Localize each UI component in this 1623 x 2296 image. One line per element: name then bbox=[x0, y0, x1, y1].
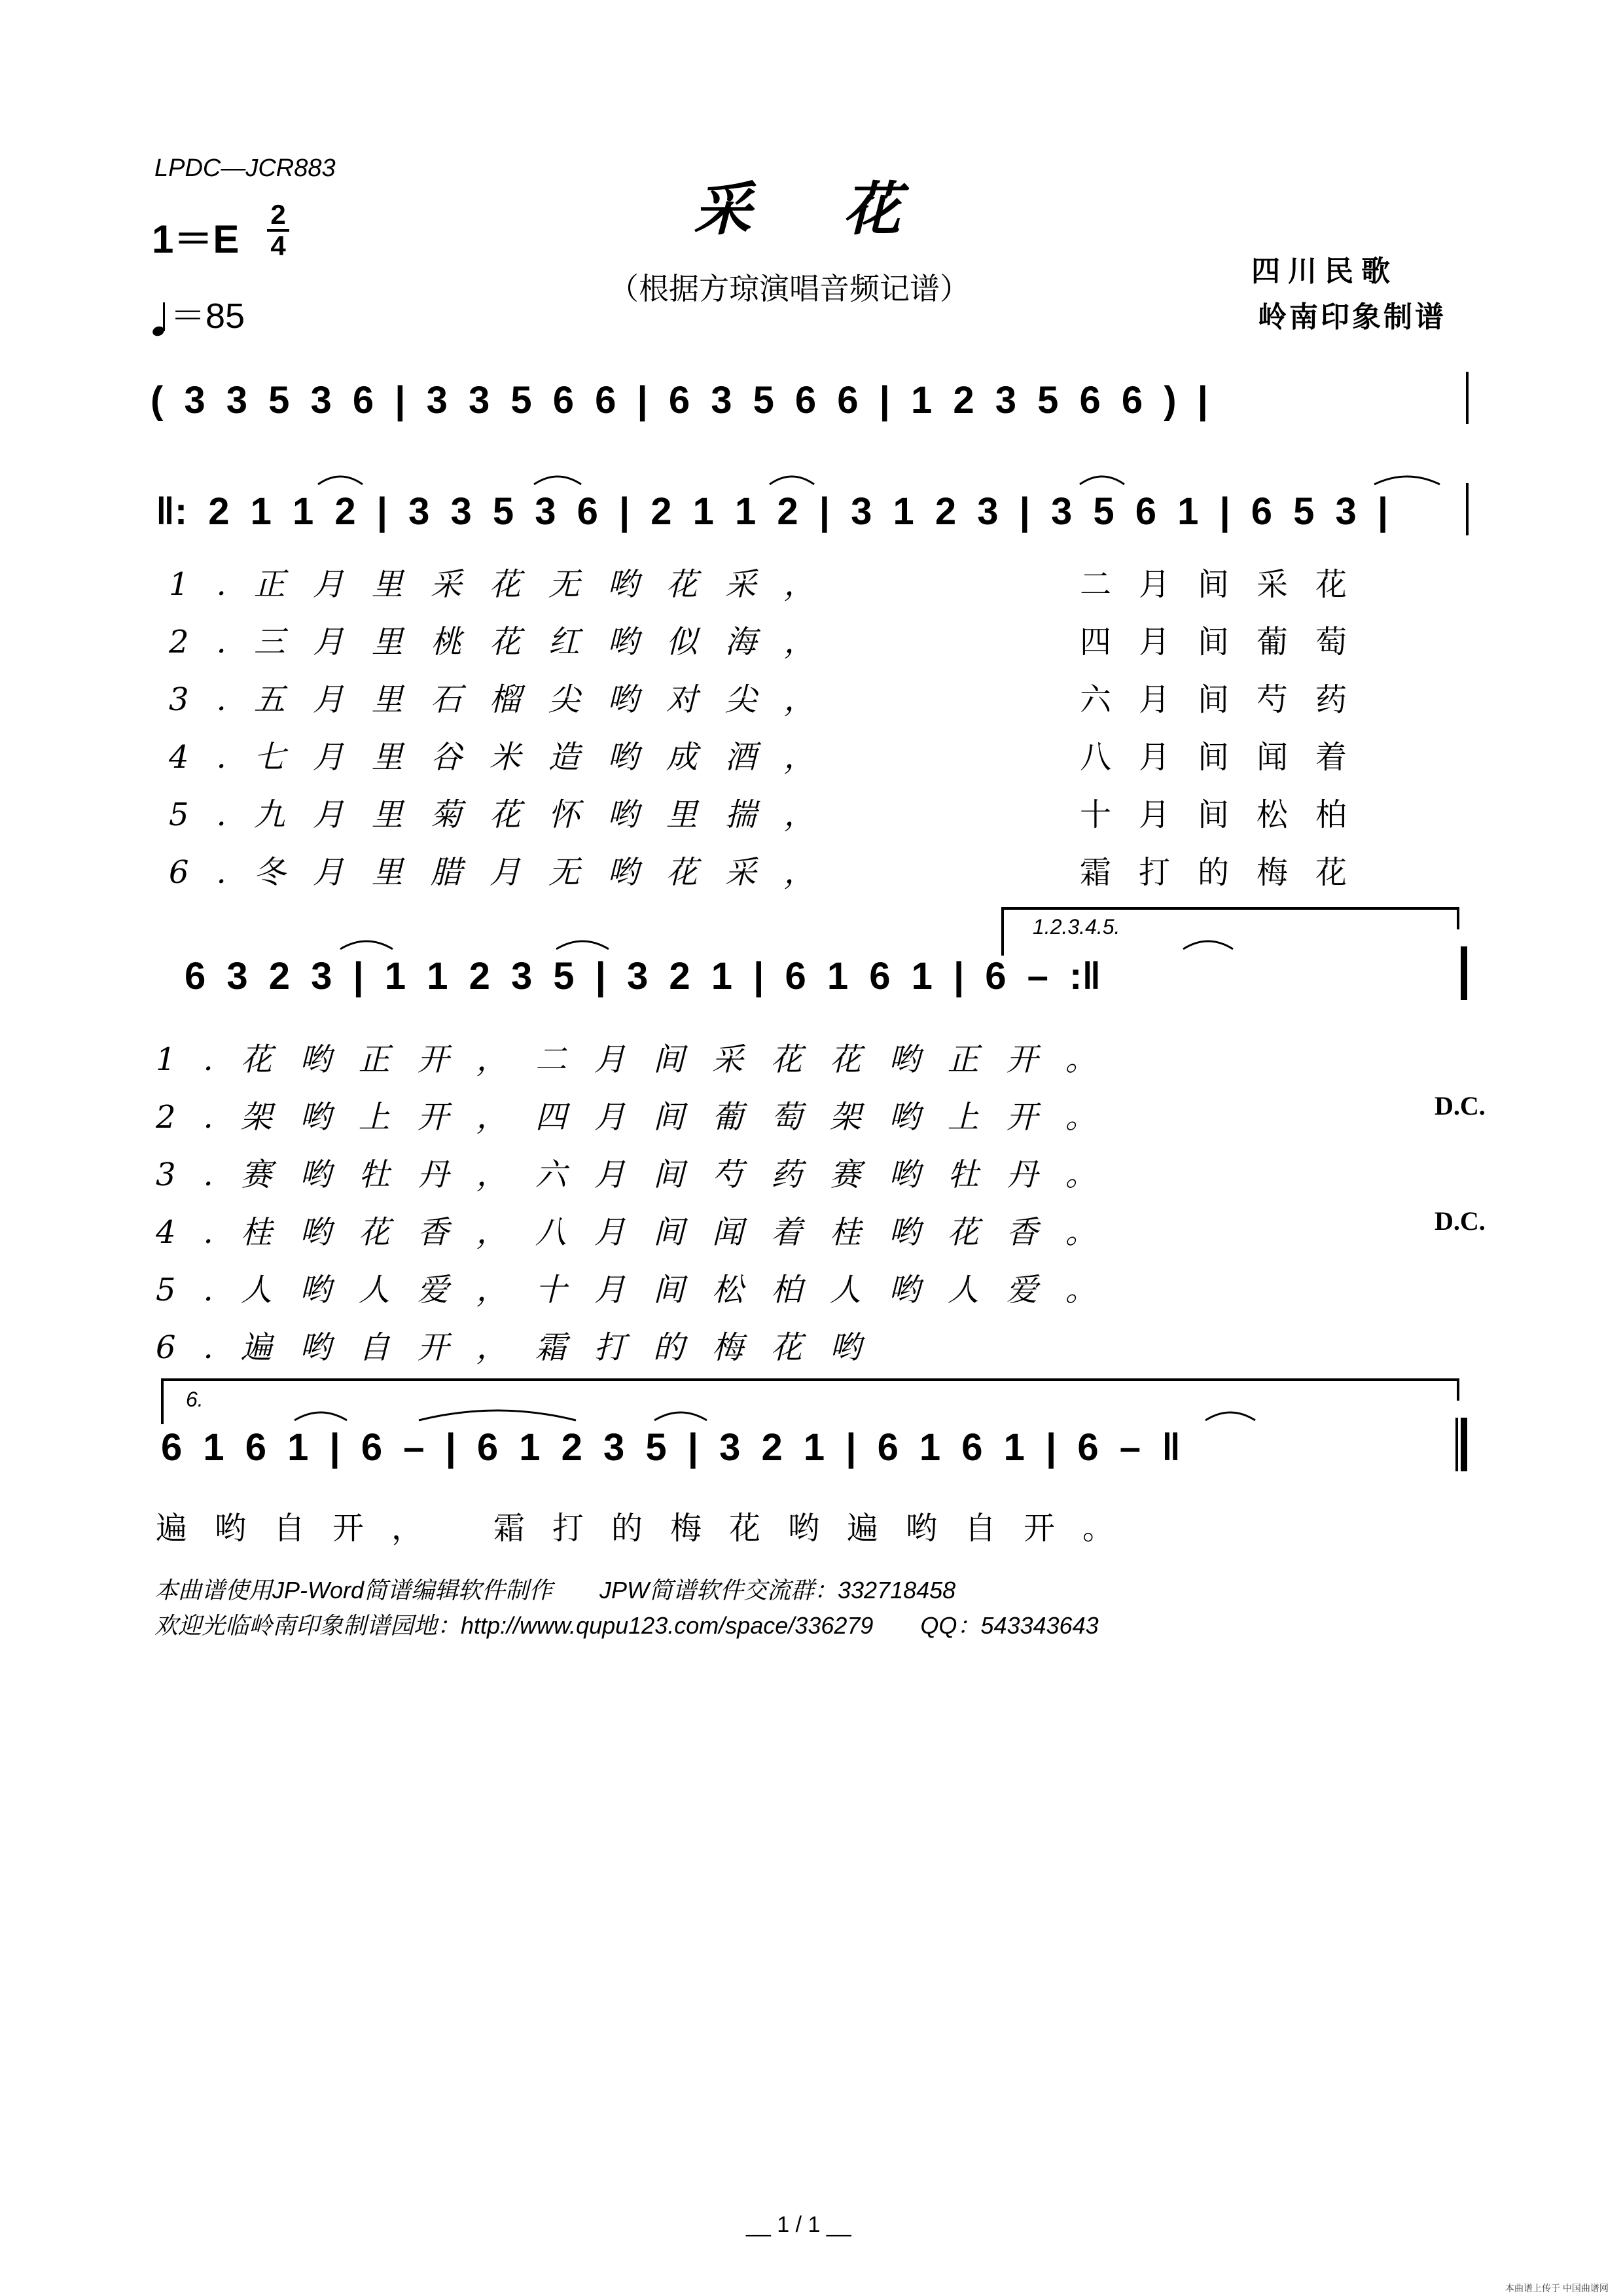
final-barline-thick bbox=[1461, 1418, 1467, 1471]
lyric-a-left: 1.正月里采花无哟花采， bbox=[169, 566, 843, 603]
lyric-ending: 遍哟自开， 霜打的梅花哟遍哟自开。 bbox=[156, 1510, 1142, 1547]
lyric-b-5: 5.人哟人爱，十月间松柏人哟人爱。 bbox=[156, 1272, 1124, 1308]
score-code: LPDC—JCR883 bbox=[154, 154, 336, 182]
volta-label-first: 1.2.3.4.5. bbox=[1033, 915, 1120, 939]
tie-arc bbox=[556, 941, 609, 949]
repeat-barline-thick bbox=[1461, 946, 1467, 1000]
lyric-b-3: 3.赛哟牡丹，六月间芍药赛哟牡丹。 bbox=[156, 1157, 1124, 1193]
lyric-a-right-6: 霜打的梅花 bbox=[1080, 854, 1375, 891]
upload-stamp: 本曲谱上传于 中国曲谱网 bbox=[1505, 2283, 1609, 2293]
volta-bracket-second bbox=[162, 1380, 1458, 1424]
footer-website: 欢迎光临岭南印象制谱园地：http://www.qupu123.com/space/336279 QQ：543343643 bbox=[154, 1612, 1099, 1639]
meter-bottom: 4 bbox=[270, 230, 286, 261]
score-line-ending: 6 1 6 1 | 6 – | 6 1 2 3 5 | 3 2 1 | 6 1 6 1 | 6 – ‖ bbox=[161, 1426, 1181, 1469]
score-line-verse: ‖: 2 1 1 2 | 3 3 5 3 6 | 2 1 1 2 | 3 1 2 3 | 3 5 6 1 | 6 5 3 | bbox=[156, 490, 1389, 533]
page-number: __ 1 / 1 __ bbox=[746, 2212, 851, 2237]
lyric-a-left: 4.七月里谷米造哟成酒， bbox=[169, 739, 843, 776]
tie-arc bbox=[318, 476, 363, 484]
tie-arc bbox=[294, 1412, 347, 1420]
tie-arc bbox=[770, 476, 814, 484]
volta-label-second: 6. bbox=[186, 1388, 204, 1411]
tie-arc bbox=[419, 1410, 576, 1420]
score-line-intro: ( 3 3 5 3 6 | 3 3 5 6 6 | 6 3 5 6 6 | 1 2 3 5 6 6 ) | bbox=[151, 379, 1208, 422]
tempo-value: ＝85 bbox=[170, 296, 245, 336]
lyric-a-right-3: 六月间芍药 bbox=[1080, 681, 1375, 718]
lyric-b-6: 6.遍哟自开，霜打的梅花哟 bbox=[156, 1329, 889, 1366]
song-title: 采花 bbox=[694, 175, 993, 243]
lyric-a-right-5: 十月间松柏 bbox=[1080, 797, 1375, 833]
tie-arc bbox=[654, 1412, 707, 1420]
meter-top: 2 bbox=[270, 199, 286, 230]
tie-arc bbox=[1205, 1412, 1255, 1420]
da-capo-mark: D.C. bbox=[1435, 1091, 1486, 1121]
lyric-a-right-1: 二月间采花 bbox=[1080, 566, 1375, 603]
tie-arc bbox=[1183, 941, 1233, 949]
song-origin: 四川民歌 bbox=[1251, 255, 1398, 288]
transcription-note: （根据方琼演唱音频记谱） bbox=[609, 271, 970, 306]
score-line-refrain: 6 3 2 3 | 1 1 2 3 5 | 3 2 1 | 6 1 6 1 | 6 – :‖ bbox=[185, 955, 1101, 997]
lyric-b-2: 2.架哟上开，四月间葡萄架哟上开。 bbox=[156, 1099, 1124, 1136]
tie-arc bbox=[1374, 476, 1440, 484]
lyric-a-left: 2.三月里桃花红哟似海， bbox=[169, 624, 843, 660]
tie-arc bbox=[534, 476, 581, 484]
lyric-b-1: 1.花哟正开，二月间采花花哟正开。 bbox=[156, 1041, 1124, 1078]
arranger-credit: 岭南印象制谱 bbox=[1258, 300, 1446, 334]
lyric-a-left: 3.五月里石榴尖哟对尖， bbox=[169, 681, 843, 718]
tie-arc bbox=[1080, 476, 1124, 484]
tie-arc bbox=[340, 941, 393, 949]
lyric-a-right-4: 八月间闻着 bbox=[1080, 739, 1375, 776]
lyric-a-left: 5.九月里菊花怀哟里揣， bbox=[169, 797, 843, 833]
key-signature: 1＝E bbox=[152, 217, 240, 261]
lyric-a-left: 6.冬月里腊月无哟花采， bbox=[169, 854, 843, 891]
da-capo-mark: D.C. bbox=[1435, 1206, 1486, 1236]
lyric-a-right-2: 四月间葡萄 bbox=[1080, 624, 1375, 660]
lyric-b-4: 4.桂哟花香，八月间闻着桂哟花香。 bbox=[156, 1214, 1124, 1251]
footer-software-credit: 本曲谱使用JP-Word简谱编辑软件制作 JPW简谱软件交流群：332718458 bbox=[154, 1577, 956, 1604]
